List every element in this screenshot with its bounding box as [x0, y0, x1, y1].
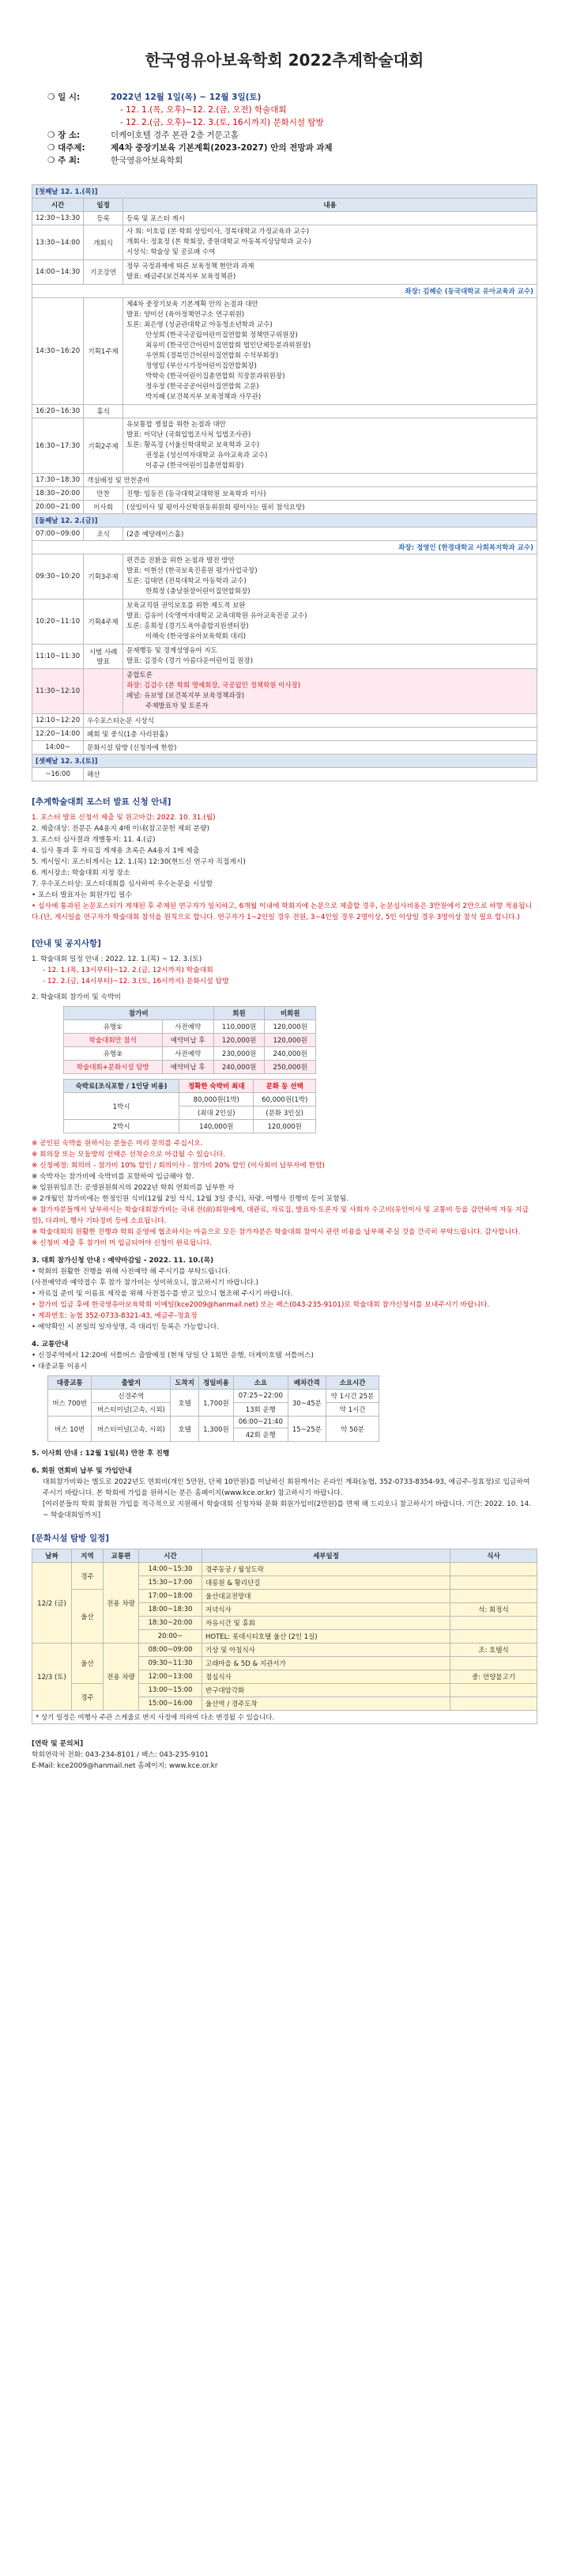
table-row: 버스 10번 버스터미널(고속, 시외) 호텔 1,300원 06:00~21:40 15~25분 약 50분 — [48, 1417, 379, 1428]
table-row: 14:00~ 문화시설 탐방 (신청자에 한함) — [32, 741, 537, 755]
table-row: 울산 17:00~18:00 울산대교전망대 — [32, 1590, 537, 1603]
table-row: 07:00~09:00 조식 (2층 예당레이스홀) — [32, 528, 537, 541]
table-row: 16:20~16:30 휴식 — [32, 405, 537, 418]
table-row: 20:00~21:00 이사회 (상임이사 및 평이사선학원동위원회 평이사는 필히 참석요망) — [32, 501, 537, 514]
page-title: 한국영유아보육학회 2022추계학술대회 — [145, 51, 424, 70]
table-row: 12/2 (금) 경주 전용 차량 14:00~15:30 경주동궁 / 월성도락 — [32, 1563, 537, 1576]
day1-header: [첫째날 12. 1.(목)] — [32, 185, 537, 199]
notice-title: [안내 및 공지사항] — [32, 939, 101, 948]
table-row: 18:30~20:00 만찬 진행: 임동진 (동국대학교대학원 보육학과 이사) — [32, 487, 537, 501]
fee-table: 참가비 회원 비회원 유형① 사전예약 110,000원 120,000원 학술대회만 참석 예약미납 후 120,000원 120,000원 유형② 사전예약 230,000원 240,000원 학술대회+문화시설 탐방 예약미납 후 240,000원 250,000원 — [63, 1006, 316, 1074]
col-time: 시간 — [32, 199, 84, 212]
table-row: 14:30~16:20 기획1주제 제4차 중장기보육 기본계획 안의 논점과 대안 발표: 양미선 (육아정책연구소 연구위원) 토론: 최은영 (성균관대학교 아동청소년학과 교수) 안성희 (한국국공립어린이집연합회 정책연구위원장) 최유미 (한국민간어린이집연합회 법인단체등분과위원장) 우연희 (경북민간어린이집연합회 수석부회장) 정영임 (부산시가정어린이집연합회장) 박학숙 (한국어린이집총연합회 직장분과위원장) 정우정 (한국공공어린이집연합회 고문) 박지혜 (보건복지부 보육정책과 사무관) — [32, 298, 537, 405]
place-value: 더케이호텔 경주 본관 2층 거문고홀 — [111, 131, 239, 140]
date-value: 2022년 12월 1일(목) ~ 12월 3일(토) — [111, 93, 262, 102]
table-row: 09:30~11:30 고래마을 & 5D & 지관서가 — [32, 1657, 537, 1670]
date-sub1: - 12. 1.(목, 오후)~12. 2.(금, 오전) 학술대회 — [120, 105, 287, 115]
table-row: 10:20~11:10 기획4주제 보육교직원 권익보호를 위한 제도적 보완 발표: 김유미 (숙명여자대학교 교육대학원 유아교육전공 교수) 토론: 홍희정 (경기도육아종합지원센터장) 이해숙 (한국영유아보육학회 대리) — [32, 600, 537, 645]
col-session: 일정 — [84, 199, 123, 212]
date-label: ❍ 일 시: — [47, 91, 111, 104]
day2-header: [둘째날 12. 2.(금)] — [32, 514, 537, 528]
poster-title: [추계학술대회 포스터 발표 신청 안내] — [32, 797, 171, 807]
host-value: 한국영유아보육학회 — [111, 156, 183, 165]
place-label: ❍ 장 소: — [47, 129, 111, 142]
theme-label: ❍ 대주제: — [47, 142, 111, 154]
table-row: 버스터미널(고속, 시외) 13회 운행 약 1시간 — [48, 1403, 379, 1417]
chair1: 좌장: 김혜순 (동국대학교 유아교육과 교수) — [32, 285, 537, 298]
theme-value: 제4차 중장기보육 기본계획(2023-2027) 안의 전망과 과제 — [111, 143, 333, 153]
table-row: 학술대회+문화시설 탐방 예약미납 후 240,000원 250,000원 — [64, 1061, 316, 1074]
tour-table: 날짜 지역 교통편 시간 세부일정 식사 12/2 (금) 경주 전용 차량 14:00~15:30 경주동궁 / 월성도락 15:30~17:00 대릉원 & 황리단길 울산 17:00~18:00 울산대교전망대 18:00~18:30 저녁식사 석: 회정식 18:30~20:00 자유시간 및 휴회 20:00~ HOTEL: 롯데시티호텔 울산 (2인 1실) 12/3 (토) 울산 전용 차량 08:00~09:00 기상 및 아침식사 조: 호텔식 09:30~11:30 고래마을 & 5D & 지관서가 12:00~13:00 점심식사 중: 언양불고기 경주 13:00~15:00 반구대암각화 15:00~16:00 울산역 / 경주도착 * 상기 일정은 여행사 주관 스케줄로 변지 사정에 의하여 다소 변경될 수 있습니다. — [32, 1549, 537, 1724]
tour-title: [문화시설 탐방 일정] — [32, 1534, 110, 1543]
schedule-table — [32, 184, 537, 781]
date-sub2: - 12. 2.(금, 오후)~12. 3.(토, 16시까지) 문화시설 탐방 — [120, 118, 324, 127]
chair2: 좌장: 정영인 (한경대학교 사회복지학과 교수) — [32, 541, 537, 554]
contact-section: [연락 및 문의처] 학회연락처 전화: 043-234-8101 / 팩스: 043-235-9101 E-Mail: kce2009@hanmail.net 홈페이지: www.kce.or.kr — [32, 1740, 218, 1770]
table-row: 11:10~11:30 시범 사례발표 문제행동 및 경계성영유아 지도 발표: 김경숙 (경기 아름다운어린이집 원장) — [32, 645, 537, 669]
bus-table: 대중교통 출발지 도착지 정일비용 소요 배차간격 소요시간 버스 700번 신경주역 호텔 1,700원 07:25~22:00 30~45분 약 1시간 25분 버스터미널(고속, 시외) 13회 운행 약 1시간 버스 10번 버스터미널(고속, 시외) 호텔 1,300원 06:00~21:40 15~25분 약 50분 42회 운행 — [47, 1375, 379, 1442]
notice-section: 1. 학술대회 일정 안내 : 2022. 12. 1.(목) ~ 12. 3.(토) - 12. 1.(목, 13시부터)~12. 2.(금, 12시까지) 학술대회 - 12. 2.(금, 14시부터)~12. 3.(토, 16시까지) 문화시설 탐방 2. 학술대회 참가비 및 숙박비 참가비 회원 비회원 유형① 사전예약 110,000원 120,000원 학술대회만 참석 예약미납 후 120,000원 120,000원 유형② 사전예약 230,000원 240,000원 학술대회+문화시설 탐방 예약미납 후 240,000원 250,000원 숙박료(조식포함 / 1인당 비용) 정확한 숙박비 최대 문화 동 선택 1박시 80,000원(1박) 60,000원(1박) (최대 2인실) (문화 3인실) 2박시 140,000원 120,000원 ※ 공인된 숙박을 원하시는 분들은 미리 문의를 주십시오. ※ 회의장 또는 모둠방의 선택은 선착순으로 마감될 수 있습니다. ※ 신청예정: 회의비 - 참가비 10% 할인 / 회의이사 - 참가비 20% 할인 (이사회비 납부자에 한함) ※ 숙박자는 참가비에 숙박비를 포함하여 입금해야 함. ※ 임원위임조건: 공생원원회지의 2022년 학회 연회비를 납부한 자 ※ 2개월인 참가비에는 한정인원 식비(12월 2일 석식, 12월 3일 중식), 차량, 여행사 진행비 등이 포함됨. ※ 참가자분들께서 납부하시는 학술대회참가비는 국내 전(前)회원에게, 대관료, 자료집, 발표자·토론자 및 사회자 수고비(유인이사 및 교통비 등을 감안하여 자동 지급함), 다과비, 행사 기타경비 등에 소요됩니다. ※ 학술대회의 원활한 진행과 학회 운영에 협조하시는 마음으로 모든 참가자분은 학술대회 참여시 관련 비용을 납부해 주실 것을 간곡히 부탁드립니다. 감사합니다. ※ 신청비 제출 후 참가비 미 입금되어야 신청이 완료됩니다. 3. 대회 참가신청 안내 : 예약마감일 - 2022. 11. 10.(목) • 학회의 원활한 진행을 위해 사전예약 해 주시기를 부탁드립니다. (사전예약과 예약접수 후 참가 참가비는 성이하오니, 참고하시기 바랍니다.) • 자료집 준비 및 이름표 제작을 위해 사전접수를 받고 있으니 협조해 주시기 바랍니다. • 참가비 입금 후에 한국영유아보육학회 이메일(kce2009@hanmail.net) 또는 팩스(043-235-9101)로 학술대회 참가신청서를 보내주시기 바랍니다. • 계좌번호: 농협 352-0733-8321-43, 예금주-정효정 • 예약확인 시 본일의 일자성명, 즉 대리인 등록은 가능합니다. 4. 교통안내 • 신경주역에서 12:20에 셔틀버스 출발예정 (현재 당일 단 1회만 운행, 더케이호텔 셔틀버스) • 대중교통 이용시 대중교통 출발지 도착지 정일비용 소요 배차간격 소요시간 버스 700번 신경주역 호텔 1,700원 07:25~22:00 30~45분 약 1시간 25분 버스터미널(고속, 시외) 13회 운행 약 1시간 버스 10번 버스터미널(고속, 시외) 호텔 1,300원 06:00~21:40 15~25분 약 50분 42회 운행 5. 이사회 안내 : 12월 1일(목) 만찬 후 진행 6. 회원 연회비 납부 및 가입안내 대회참가비와는 별도로 2022년도 연회비(개인 5만원, 단체 10만원)를 미납하신 회원께서는 온라인 계좌(농협, 352-0733-8354-93, 예금주-정효정)로 입금하여 주시기 바랍니다. 본 학회에 가입을 원하시는 분은 홈페이지(www.kce.or.kr) 참고하시기 바랍니다. [여러분들의 학회 참회원 가입을 적극적으로 지원해서 학술대회 신청자와 문화 회원가입비(2만원)를 면제 해 드리오니 참고하시기 바랍니다. 기간: 2022. 10. 14. ~ 학술대회일까지] [문화시설 탐방 일정] 날짜 지역 교통편 시간 세부일정 식사 12/2 (금) 경주 전용 차량 14:00~15:30 경주동궁 / 월성도락 15:30~17:00 대릉원 & 황리단길 울산 17:00~18:00 울산대교전망대 18:00~18:30 저녁식사 석: 회정식 18:30~20:00 자유시간 및 휴회 20:00~ HOTEL: 롯데시티호텔 울산 (2인 1실) 12/3 (토) 울산 전용 차량 08:00~09:00 기상 및 아침식사 조: 호텔식 09:30~11:30 고래마을 & 5D & 지관서가 12:00~13:00 점심식사 중: 언양불고기 경주 13:00~15:00 반구대암각화 15:00~16:00 울산역 / 경주도착 * 상기 일정은 여행사 주관 스케줄로 변지 사정에 의하여 다소 변경될 수 있습니다. — [32, 954, 537, 1724]
event-info — [47, 91, 537, 167]
table-row: 12:20~14:00 폐회 및 중식(1층 사리원홀) — [32, 728, 537, 741]
table-row: 버스 700번 신경주역 호텔 1,700원 07:25~22:00 30~45분 약 1시간 25분 — [48, 1390, 379, 1403]
host-label: ❍ 주 최: — [47, 154, 111, 167]
table-row: 17:30~18:30 객실배정 및 만찬준비 — [32, 474, 537, 487]
table-row: 1박시 80,000원(1박) 60,000원(1박) — [64, 1093, 316, 1106]
table-row: 18:30~20:00 자유시간 및 휴회 — [32, 1617, 537, 1630]
table-row: ~16:00 해산 — [32, 768, 537, 781]
table-row: 13:30~14:00 개회식 사 회: 이호림 (본 학회 상임이사, 경북대학교 가정교육과 교수) 개회사: 정효정 (본 학회장, 중원대학교 아동복지상담학과 교수) 시상식: 학술상 및 공로패 수여 — [32, 225, 537, 260]
tour-note: * 상기 일정은 여행사 주관 스케줄로 변지 사정에 의하여 다소 변경될 수 있습니다. — [32, 1711, 537, 1724]
table-row: 18:00~18:30 저녁식사 석: 회정식 — [32, 1603, 537, 1617]
table-row: 12/3 (토) 울산 전용 차량 08:00~09:00 기상 및 아침식사 조: 호텔식 — [32, 1644, 537, 1657]
table-row: 12:30~13:30 등록 등록 및 포스터 게시 — [32, 212, 537, 225]
poster-section: 1. 포스터 발표 신청서 제출 및 원고마감: 2022. 10. 31.(월) 2. 제출대상: 전문은 A4용지 4매 이내(참고문헌 제외 분량) 3. 포스터 심사결과 개별통지: 11. 4.(금) 4. 심사 통과 후 자료집 게재용 초록은 A4용지 1매 제출 5. 게시일시: 포스터게시는 12. 1.(목) 12:30(현드신 연구자 직접게시) 6. 게시장소: 학술대회 지정 장소 7. 우수포스터상: 포스터대회를 심사하여 우수논문을 시상함 • 포스터 발표자는 회원가입 필수 • 심사에 통과된 논문포스터가 게재된 후 주제된 연구자가 일치하고, 6개월 이내에 학회지에 논문으로 제출할 경우, 논문심사비용은 3만원에서 2만으로 하향 적용됩니다.(단, 게시일을 연구자가 학술대회 참석을 원칙으로 합니다. 연구자가 1~2인일 경우 전원, 3~4인일 경우 2명이상, 5인 이상일 경우 3명이상 참석 필요 합니다.) — [32, 814, 533, 921]
table-row: 2박시 140,000원 120,000원 — [64, 1120, 316, 1133]
col-content: 내용 — [123, 199, 537, 212]
day3-header: [셋째날 12. 3.(토)] — [32, 755, 537, 768]
table-row: 09:30~10:20 기획3주제 편견을 전환을 위한 논점과 발전 방안 발표: 이현선 (한국보육진흥원 평가사업국장) 토론: 김태연 (전북대학교 아동학과 교수) 한희정 (충남원장어린이집연합회장) — [32, 554, 537, 600]
lodging-table: 숙박료(조식포함 / 1인당 비용) 정확한 숙박비 최대 문화 동 선택 1박시 80,000원(1박) 60,000원(1박) (최대 2인실) (문화 3인실) 2박시 140,000원 120,000원 — [63, 1079, 316, 1133]
table-row: 학술대회만 참석 예약미납 후 120,000원 120,000원 — [64, 1034, 316, 1047]
table-row: 11:30~12:10 종합토론 좌장: 김감수 (본 학회 명예회장, 국공립민 정책학원 이사장) 패널: 유보영 (보건복지부 보육정책과장) 주제발표자 및 토론자 — [32, 669, 537, 714]
table-row: 유형② 사전예약 230,000원 240,000원 — [64, 1047, 316, 1061]
table-row: 14:00~14:30 기조강연 정부 국정과제에 따른 보육정책 현안과 과제 발표: 배금주(보건복지부 보육정책관) — [32, 260, 537, 285]
table-row: 16:30~17:30 기획2주제 유보통합 쟁점을 위한 논점과 대안 발표: 이덕난 (국회입법조사처 입법조사관) 토론: 황옥경 (서울신학대학교 보육학과 교수) 권정윤 (성신여자대학교 유아교육과 교수) 이종규 (한국어린이집총연합회장) — [32, 418, 537, 474]
table-row: 경주 13:00~15:00 반구대암각화 — [32, 1684, 537, 1697]
table-row: (최대 2인실) (문화 3인실) — [64, 1106, 316, 1120]
table-row: 12:10~12:20 우수포스터논문 시상식 — [32, 714, 537, 728]
table-row: 15:00~16:00 울산역 / 경주도착 — [32, 1697, 537, 1711]
table-row: 20:00~ HOTEL: 롯데시티호텔 울산 (2인 1실) — [32, 1630, 537, 1644]
table-row: 12:00~13:00 점심식사 중: 언양불고기 — [32, 1670, 537, 1684]
table-row: 15:30~17:00 대릉원 & 황리단길 — [32, 1576, 537, 1590]
table-row: 유형① 사전예약 110,000원 120,000원 — [64, 1020, 316, 1034]
table-row: 42회 운행 — [48, 1428, 379, 1442]
